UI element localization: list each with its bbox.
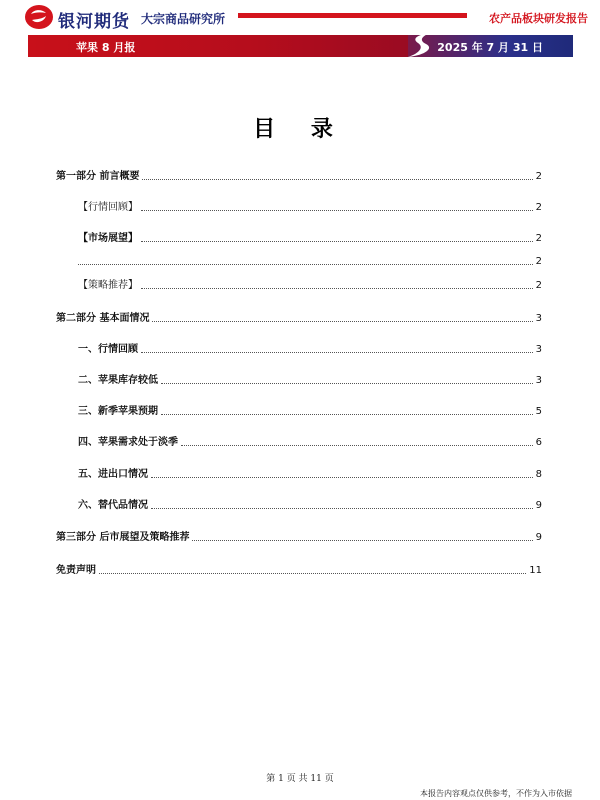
brand-name: 银河期货 (58, 12, 130, 32)
report-date: 2025 年 7 月 31 日 (437, 41, 543, 54)
toc-label: 第三部分 后市展望及策略推荐 (56, 532, 190, 543)
toc-page-number: 5 (535, 406, 542, 417)
toc-label: 【策略推荐】 (78, 280, 138, 291)
toc-page-number: 2 (535, 233, 542, 244)
background-texture (0, 590, 600, 760)
toc-page-number: 2 (535, 280, 542, 291)
toc-label: 第一部分 前言概要 (56, 171, 140, 182)
toc-entry[interactable] (78, 465, 542, 481)
leader-dots (152, 321, 532, 322)
toc-page-number: 3 (535, 375, 542, 386)
toc-entry[interactable] (78, 340, 542, 356)
toc-page-number: 2 (535, 202, 542, 213)
page-title: 目 录 (253, 117, 347, 142)
leader-dots (141, 241, 533, 242)
toc-page-number: 9 (535, 532, 542, 543)
toc-label: 二、苹果库存较低 (78, 375, 158, 386)
leader-dots (161, 383, 533, 384)
toc-entry[interactable] (78, 276, 542, 292)
toc-entry[interactable] (56, 561, 542, 577)
toc-entry[interactable] (56, 167, 542, 183)
toc-entry[interactable] (78, 496, 542, 512)
galaxy-logo-icon (24, 4, 54, 30)
toc-label: 免责声明 (56, 565, 96, 576)
toc-label: 【市场展望】 (78, 233, 138, 244)
leader-dots (142, 179, 532, 180)
toc-entry[interactable] (78, 198, 542, 214)
toc-page-number: 2 (535, 256, 542, 267)
toc-entry[interactable] (78, 402, 542, 418)
report-name: 苹果 8 月报 (76, 41, 136, 54)
toc-label: 三、新季苹果预期 (78, 406, 158, 417)
leader-dots (151, 508, 533, 509)
toc-page-number: 3 (535, 313, 542, 324)
report-banner (28, 35, 573, 57)
toc-page-number: 8 (535, 469, 542, 480)
leader-dots (78, 264, 533, 265)
toc-label: 五、进出口情况 (78, 469, 148, 480)
institute-name: 大宗商品研究所 (141, 12, 226, 26)
disclaimer-note: 本报告内容观点仅供参考，不作为入市依据 (420, 789, 572, 798)
toc-label: 【行情回顾】 (78, 202, 138, 213)
background-fade (0, 560, 600, 800)
toc-label: 六、替代品情况 (78, 500, 148, 511)
leader-dots (151, 477, 533, 478)
toc-entry[interactable] (56, 528, 542, 544)
leader-dots (99, 573, 526, 574)
leader-dots (141, 352, 533, 353)
toc-label: 四、苹果需求处于淡季 (78, 437, 178, 448)
toc-label: 一、行情回顾 (78, 344, 138, 355)
header-divider (238, 13, 467, 18)
page-number-footer: 第 1 页 共 11 页 (266, 774, 334, 784)
page-header (0, 0, 600, 32)
toc-page-number: 11 (529, 565, 542, 576)
leader-dots (181, 445, 533, 446)
toc-entry[interactable] (56, 309, 542, 325)
toc-label: 第二部分 基本面情况 (56, 313, 150, 324)
toc-page-number: 6 (535, 437, 542, 448)
report-sector: 农产品板块研发报告 (489, 12, 588, 25)
toc-entry[interactable] (78, 433, 542, 449)
toc-entry[interactable] (78, 371, 542, 387)
leader-dots (141, 288, 533, 289)
toc-page-number: 9 (535, 500, 542, 511)
leader-dots (161, 414, 533, 415)
toc-entry[interactable] (78, 229, 542, 245)
toc-page-number: 2 (535, 171, 542, 182)
leader-dots (192, 540, 532, 541)
toc-page-number: 3 (535, 344, 542, 355)
leader-dots (141, 210, 533, 211)
toc-entry[interactable] (78, 252, 542, 268)
